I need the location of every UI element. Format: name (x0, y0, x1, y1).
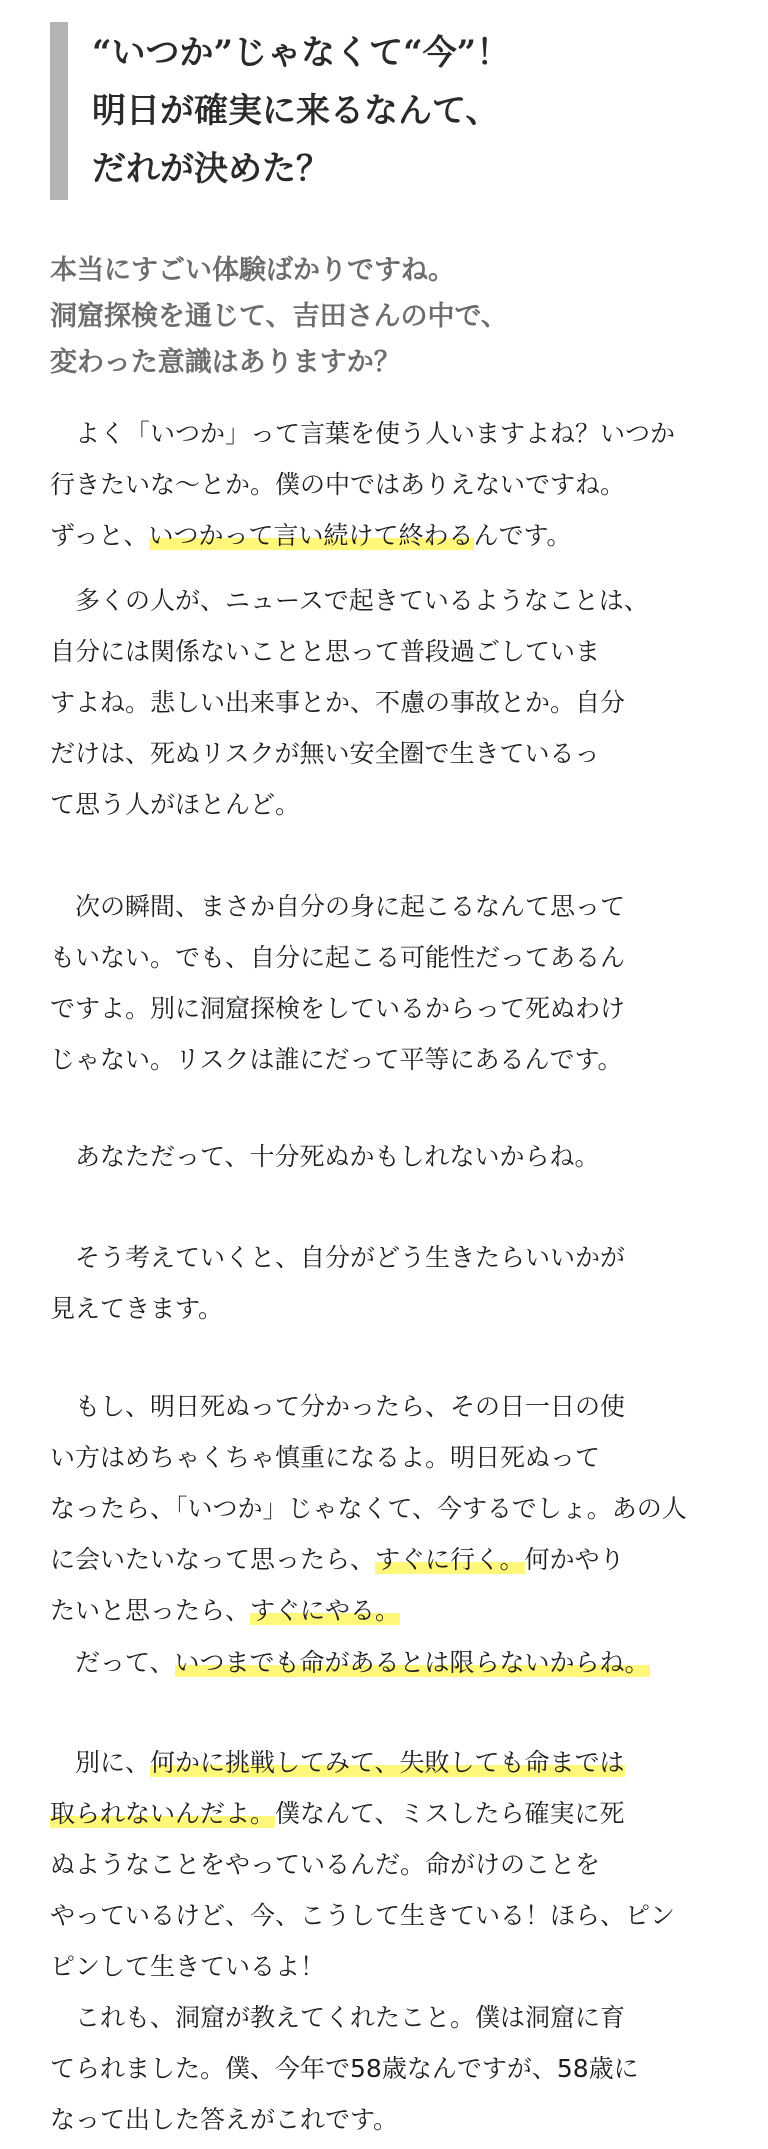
body-text: 僕なんて、ミスしたら確実に死 (275, 1799, 625, 1828)
answer-paragraph (50, 1131, 740, 1182)
body-text: ずっと、 (50, 521, 149, 550)
paragraph-line (50, 1585, 740, 1636)
body-text: もいない。でも、自分に起こる可能性だってあるん (50, 943, 626, 972)
question-line: 洞窟探検を通じて、吉田さんの中で、 (50, 301, 508, 332)
paragraph-line (50, 459, 740, 510)
body-text: やっているけど、今、こうして生きている！ほら、ピン (50, 1901, 676, 1930)
body-text: なって出した答えがこれです。 (50, 2105, 399, 2134)
heading-line: 明日が確実に来るなんて、 (92, 91, 500, 131)
paragraph-line (50, 1283, 740, 1334)
paragraph-line (50, 1534, 740, 1585)
paragraph-line (50, 1737, 740, 1788)
paragraph-line (50, 510, 740, 561)
paragraph-line (50, 1637, 740, 1688)
body-text: だって、 (50, 1648, 175, 1677)
heading-accent-bar (50, 22, 68, 200)
paragraph-line (50, 932, 740, 983)
highlighted-text: すぐに行く。 (375, 1545, 525, 1574)
paragraph-line (50, 575, 740, 626)
heading-line: “いつか”じゃなくて“今”！ (92, 33, 511, 73)
paragraph-line (50, 1432, 740, 1483)
paragraph-line (50, 677, 740, 728)
paragraph-line (50, 408, 740, 459)
body-text: たいと思ったら、 (50, 1596, 251, 1625)
body-text: ですよ。別に洞窟探検をしているからって死ぬわけ (50, 994, 626, 1023)
paragraph-line (50, 1992, 740, 2043)
answer-paragraph (50, 408, 740, 561)
paragraph-line (50, 1788, 740, 1839)
body-text: 次の瞬間、まさか自分の身に起こるなんて思って (50, 892, 626, 921)
paragraph-line (50, 1839, 740, 1890)
heading-line: だれが決めた？ (92, 149, 330, 189)
body-text: ピンして生きているよ！ (50, 1952, 326, 1981)
body-text: 見えてきます。 (50, 1294, 224, 1323)
paragraph-line (50, 983, 740, 1034)
body-text: てられました。僕、今年で58歳なんですが、58歳に (50, 2054, 639, 2083)
answer-paragraph (50, 881, 740, 1085)
paragraph-line (50, 1941, 740, 1992)
question-line: 変わった意識はありますか？ (50, 347, 401, 378)
paragraph-line (50, 881, 740, 932)
body-text: 何かやり (524, 1545, 625, 1574)
body-text: あなただって、十分死ぬかもしれないからね。 (50, 1142, 600, 1171)
answer-paragraph (50, 1992, 740, 2145)
highlighted-text: 取られないんだよ。 (50, 1799, 276, 1828)
body-text: 自分には関係ないことと思って普段過ごしていま (50, 637, 601, 666)
body-text: これも、洞窟が教えてくれたこと。僕は洞窟に育 (50, 2003, 626, 2032)
paragraph-line (50, 1131, 740, 1182)
answer-paragraph (50, 575, 740, 830)
highlighted-text: 何かに挑戦してみて、失敗しても命までは (150, 1748, 625, 1777)
paragraph-line (50, 2094, 740, 2145)
body-text: だけは、死ぬリスクが無い安全圏で生きているっ (50, 739, 600, 768)
paragraph-line (50, 728, 740, 779)
body-text: て思う人がほとんど。 (50, 790, 301, 819)
body-text: 行きたいな〜とか。僕の中ではありえないですね。 (50, 470, 626, 499)
paragraph-line (50, 1890, 740, 1941)
body-text: い方はめちゃくちゃ慎重になるよ。明日死ぬって (50, 1443, 601, 1472)
body-text: なったら、「いつか」じゃなくて、今するでしょ。あの人 (50, 1494, 687, 1523)
body-text: もし、明日死ぬって分かったら、その日一日の使 (50, 1392, 626, 1421)
paragraph-line (50, 1232, 740, 1283)
body-text: よく「いつか」って言葉を使う人いますよね？いつか (50, 419, 676, 448)
answer-paragraph (50, 1637, 740, 1688)
answer-paragraph (50, 1232, 740, 1334)
body-text: すよね。悲しい出来事とか、不慮の事故とか。自分 (50, 688, 626, 717)
body-text: 多くの人が、ニュースで起きているようなことは、 (50, 586, 649, 615)
body-text: んです。 (473, 521, 572, 550)
paragraph-line (50, 2043, 740, 2094)
body-text: に会いたいなって思ったら、 (50, 1545, 376, 1574)
highlighted-text: いつまでも命があるとは限らないからね。 (174, 1648, 650, 1677)
section-heading (50, 22, 740, 200)
body-text: 別に、 (50, 1748, 151, 1777)
body-text: じゃない。リスクは誰にだって平等にあるんです。 (50, 1045, 623, 1074)
highlighted-text: すぐにやる。 (250, 1596, 401, 1625)
paragraph-line (50, 1381, 740, 1432)
highlighted-text: いつかって言い続けて終わる (148, 521, 474, 550)
question-line: 本当にすごい体験ばかりですね。 (50, 255, 455, 286)
paragraph-line (50, 1034, 740, 1085)
paragraph-line (50, 1483, 740, 1534)
body-text: そう考えていくと、自分がどう生きたらいいかが (50, 1243, 626, 1272)
answer-paragraph (50, 1737, 740, 1992)
heading-title (92, 24, 732, 198)
answer-paragraph (50, 1381, 740, 1636)
paragraph-line (50, 626, 740, 677)
paragraph-line (50, 779, 740, 830)
interview-question (50, 248, 730, 386)
body-text: ぬようなことをやっているんだ。命がけのことを (50, 1850, 601, 1879)
